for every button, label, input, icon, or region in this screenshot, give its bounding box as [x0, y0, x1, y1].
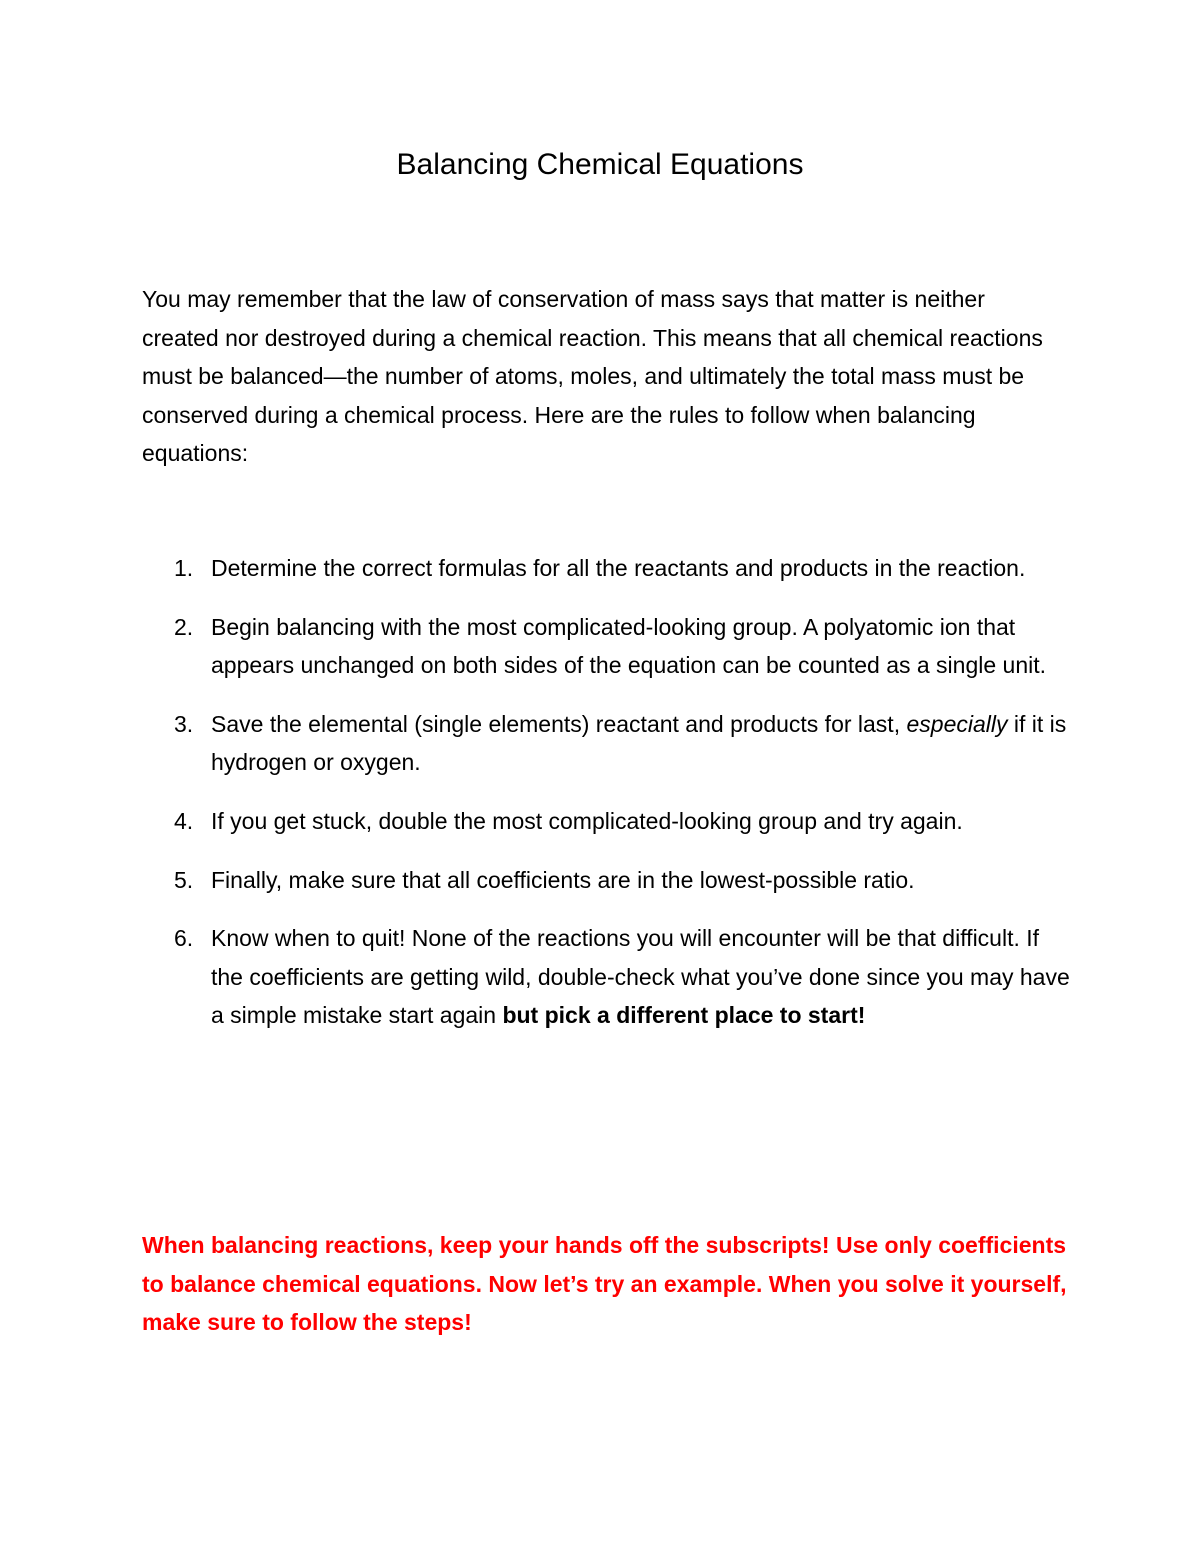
rule-item-4 [142, 802, 1072, 841]
rule-text: Determine the correct formulas for all the reactants and products in the reaction. [211, 555, 1026, 581]
rule-text: Finally, make sure that all coefficients are in the lowest-possible ratio. [211, 866, 915, 893]
rule-text: Save the elemental (single elements) reactant and products for last, [211, 710, 907, 737]
rule-item-2 [142, 608, 1072, 685]
warning-paragraph: When balancing reactions, keep your hands off the subscripts! Use only coefficients to balance chemical equations. Now let’s try an example. When you solve it yourself, make sure to follow the steps! [142, 1232, 1067, 1336]
rule-item-1 [142, 549, 1072, 588]
rule-text: Begin balancing with the most complicated-looking group. A polyatomic ion that appears unchanged on both sides of the equation can be counted as a single unit. [211, 613, 1047, 679]
rule-text-after: if it is hydrogen or oxygen. [211, 710, 1067, 776]
rule-number: 3. [174, 710, 194, 737]
rule-text: Know when to quit! None of the reactions you will encounter will be that difficult. If the coefficients are getting wild, double-check what you’ve done since you may have a simple mistake start again [211, 925, 1070, 1029]
rule-emphasis: especially [906, 710, 1008, 737]
rule-number: 6. [174, 925, 194, 952]
rule-item-5 [142, 861, 1072, 900]
rule-item-6 [142, 919, 1072, 1035]
rule-number: 5. [174, 866, 194, 893]
rule-number: 1. [174, 555, 194, 581]
intro-paragraph: You may remember that the law of conservation of mass says that matter is neither created nor destroyed during a chemical reaction. This means that all chemical reactions must be balanced—the number of atoms, moles, and ultimately the total mass must be conserved during a chemical process. Here are the rules to follow when balancing equations: [142, 286, 1043, 467]
rule-text: If you get stuck, double the most complicated-looking group and try again. [211, 807, 963, 834]
rule-item-3 [142, 705, 1072, 782]
rule-number: 2. [174, 613, 194, 640]
rule-number: 4. [174, 807, 194, 834]
page-title: Balancing Chemical Equations [396, 148, 804, 181]
rules-list [142, 549, 1072, 1055]
rule-strong: but pick a different place to start! [502, 1002, 866, 1029]
